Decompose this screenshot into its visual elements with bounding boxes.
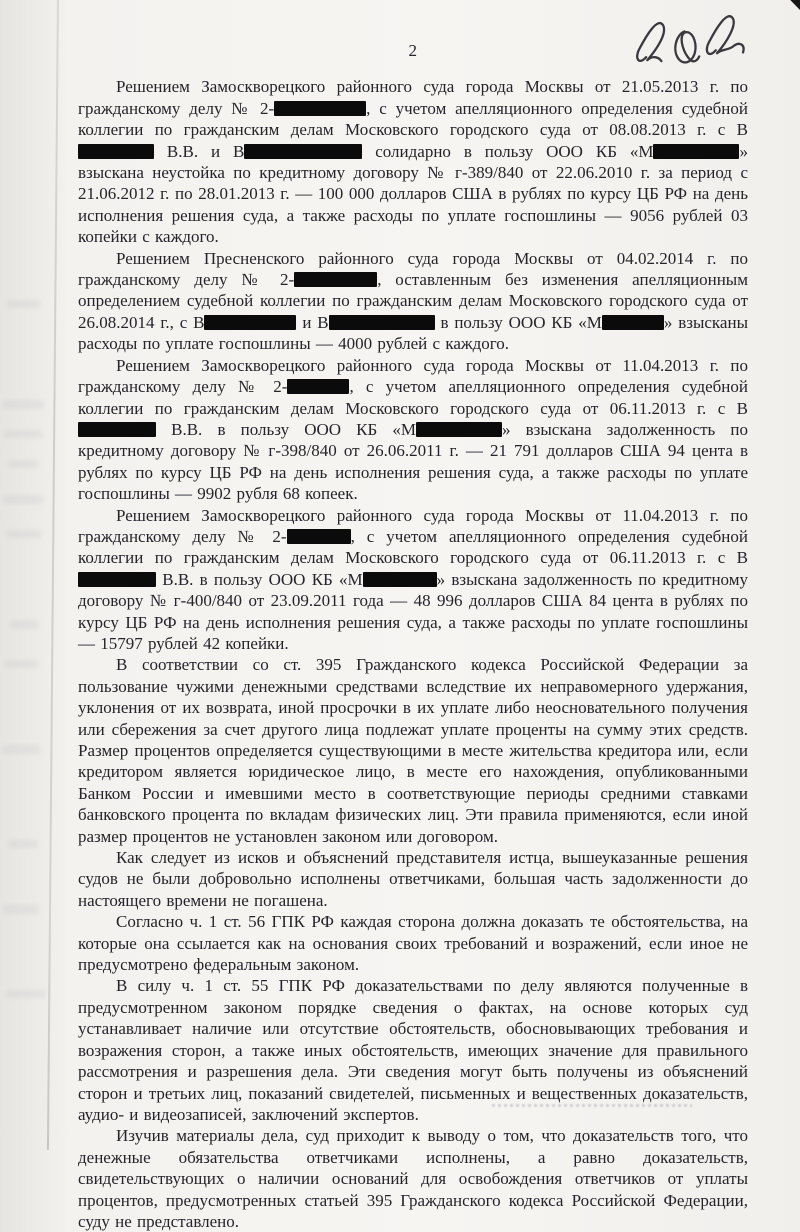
bleed-through-mark bbox=[10, 620, 38, 629]
paragraph: Решением Замоскворецкого районного суда города Москвы от 11.04.2013 г. по гражданскому делу № 2- , с учетом апелляционного определения судебной коллегии по гражданским делам Московского городского суда от 06.11.2013 г. с В В.В. в пользу ООО КБ «М » взыскана задолженность по кредитному договору № г-400/840 от 23.09.2011 года — 48 996 долларов США 84 цента в рублях по курсу ЦБ РФ на день исполнения решения суда, а также расходы по уплате госпошлины — 15797 рублей 42 копейки. bbox=[78, 505, 748, 653]
bleed-through-mark bbox=[6, 530, 42, 538]
redaction-bar bbox=[287, 529, 351, 544]
redaction-bar bbox=[329, 315, 435, 330]
redaction-bar bbox=[78, 572, 156, 587]
paragraph: Как следует из исков и объяснений представителя истца, вышеуказанные решения судов не были добровольно исполнены ответчиками, большая часть задолженности до настоящего времени не погашена. bbox=[78, 848, 748, 910]
bleed-through-mark bbox=[4, 660, 38, 668]
redaction-bar bbox=[602, 315, 664, 330]
page-number: 2 bbox=[408, 41, 418, 60]
bleed-through-mark bbox=[6, 300, 40, 308]
bleed-through-mark bbox=[8, 840, 38, 848]
document-body bbox=[78, 76, 748, 1232]
bleed-through-mark bbox=[2, 745, 40, 754]
bleed-through-mark bbox=[6, 990, 46, 998]
bleed-through-mark bbox=[8, 460, 38, 468]
paragraph: В силу ч. 1 ст. 55 ГПК РФ доказательствами по делу являются полученные в предусмотренном законом порядке сведения о фактах, на основе которых суд устанавливает наличие или отсутствие обстоятельств, обосновывающих требования и возражения сторон, а также иных обстоятельств, имеющих значение для правильного рассмотрения и разрешения дела. Эти сведения могут быть получены из объяснений сторон и третьих лиц, показаний свидетелей, письменных и вещественных доказательств, аудио- и видеозаписей, заключений экспертов. bbox=[78, 976, 748, 1124]
paragraph: Решением Пресненского районного суда города Москвы от 04.02.2014 г. по гражданскому делу № 2- , оставленным без изменения апелляционным определением судебной коллегии по гражданским делам Московского городского суда от 26.08.2014 г., с В и В в пользу ООО КБ «М » взысканы расходы по уплате госпошлины — 4000 рублей с каждого. bbox=[78, 248, 748, 354]
bleed-through-mark bbox=[2, 400, 44, 409]
bleed-through-mark bbox=[3, 495, 43, 504]
bleed-through-mark bbox=[3, 905, 39, 914]
redaction-bar bbox=[274, 101, 366, 116]
redaction-bar bbox=[78, 144, 154, 159]
document-text-column bbox=[78, 40, 748, 1232]
redaction-bar bbox=[78, 422, 156, 437]
redaction-bar bbox=[287, 379, 349, 394]
redaction-bar bbox=[363, 572, 437, 587]
paragraph: Решением Замоскворецкого районного суда города Москвы от 11.04.2013 г. по гражданскому делу № 2- , с учетом апелляционного определения судебной коллегии по гражданским делам Московского городского суда от 06.11.2013 г. с В В.В. в пользу ООО КБ «М » взыскана задолженность по кредитному договору № г-398/840 от 26.06.2011 г. — 21 791 долларов США 94 цента в рублях по курсу ЦБ РФ на день исполнения решения суда, а также расходы по уплате госпошлины — 9902 рубля 68 копеек. bbox=[78, 355, 748, 504]
redaction-bar bbox=[653, 144, 739, 159]
scan-corner-artifact bbox=[785, 0, 800, 10]
paragraph: Согласно ч. 1 ст. 56 ГПК РФ каждая сторона должна доказать те обстоятельства, на которые она ссылается как на основания своих требований и возражений, если иное не предусмотрено федеральным законом. bbox=[78, 912, 748, 975]
bleed-through-mark bbox=[4, 430, 42, 438]
redaction-bar bbox=[244, 144, 362, 159]
paragraph: Изучив материалы дела, суд приходит к выводу о том, что доказательств того, что денежные обязательства ответчиками исполнены, а равно доказательств, свидетельствующих о наличии оснований для освобождения ответчиков от уплаты процентов, предусмотренных статьей 395 Гражданского кодекса Российской Федерации, суду не представлено. bbox=[78, 1126, 748, 1231]
redaction-bar bbox=[416, 422, 502, 437]
paragraph: Решением Замоскворецкого районного суда города Москвы от 21.05.2013 г. по гражданскому делу № 2- , с учетом апелляционного определения судебной коллегии по гражданским делам Московского городского суда от 08.08.2013 г. с В В.В. и В солидарно в пользу ООО КБ «М » взыскана неустойка по кредитному договору № г-389/840 от 22.06.2010 г. за период с 21.06.2012 г. по 28.01.2013 г. — 100 000 долларов США в рублях по курсу ЦБ РФ на день исполнения решения суда, а также расходы по уплате госпошлины — 9056 рублей 03 копейки с каждого. bbox=[78, 77, 748, 247]
page-fold-edge-line bbox=[47, 0, 59, 1150]
redaction-bar bbox=[204, 315, 296, 330]
redaction-bar bbox=[294, 272, 377, 287]
paragraph: В соответствии со ст. 395 Гражданского кодекса Российской Федерации за пользование чужими денежными средствами вследствие их неправомерного удержания, уклонения от их возврата, иной просрочки в их уплате либо неосновательного получения или сбережения за счет другого лица подлежат уплате проценты на сумму этих средств. Размер процентов определяется существующими в месте жительства кредитора или, если кредитором является юридическое лицо, в месте его нахождения, опубликованными Банком России и имевшими место в соответствующие периоды средними ставками банковского процента по вкладам физических лиц. Эти правила применяются, если иной размер процентов не установлен законом или договором. bbox=[78, 655, 748, 846]
